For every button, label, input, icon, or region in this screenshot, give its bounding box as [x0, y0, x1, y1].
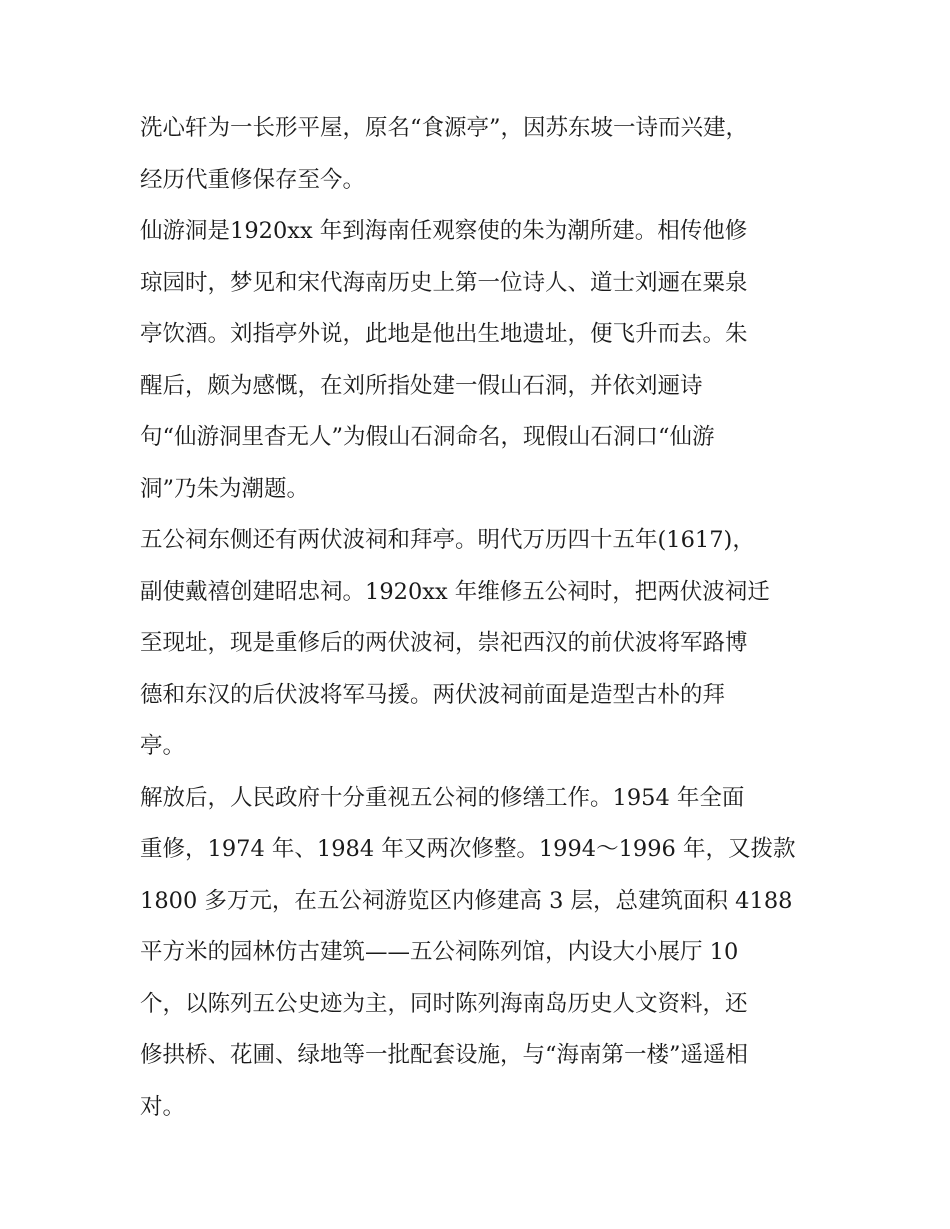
document-body [140, 103, 815, 1133]
text-line: 1800 多万元，在五公祠游览区内修建高 3 层，总建筑面积 4188 [140, 887, 793, 914]
text-line: 醒后，颇为感慨，在刘所指处建一假山石洞，并依刘逦诗 [140, 372, 703, 399]
text-line: 洞”乃朱为潮题。 [140, 475, 310, 502]
text-line: 修拱桥、花圃、绿地等一批配套设施，与“海南第一楼”遥遥相 [140, 1042, 749, 1068]
text-line: 亭饮酒。刘指亭外说，此地是他出生地遗址，便飞升而去。朱 [140, 321, 748, 347]
text-line: 经历代重修保存至今。 [140, 166, 366, 193]
text-line: 至现址，现是重修后的两伏波祠，崇祀西汉的前伏波将军路博 [140, 630, 748, 656]
text-line: 亭。 [140, 733, 186, 759]
text-line: 副使戴禧创建昭忠祠。1920xx 年维修五公祠时，把两伏波祠迁 [140, 578, 770, 605]
text-line: 句“仙游洞里杳无人”为假山石洞命名，现假山石洞口“仙游 [140, 424, 715, 450]
text-line: 个，以陈列五公史迹为主，同时陈列海南岛历史人文资料，还 [140, 990, 748, 1017]
text-line: 重修，1974 年、1984 年又两次修整。1994～1996 年，又拨款 [140, 836, 796, 862]
text-line: 解放后，人民政府十分重视五公祠的修缮工作。1954 年全面 [140, 784, 745, 811]
text-line: 琼园时，梦见和宋代海南历史上第一位诗人、道士刘逦在粟泉 [140, 269, 748, 296]
text-line: 平方米的园林仿古建筑——五公祠陈列馆，内设大小展厅 10 [140, 939, 739, 965]
text-line: 德和东汉的后伏波将军马援。两伏波祠前面是造型古朴的拜 [140, 681, 726, 708]
text-line: 五公祠东侧还有两伏波祠和拜亭。明代万历四十五年(1617)， [140, 527, 755, 553]
text-line: 对。 [140, 1093, 186, 1120]
text-line: 洗心轩为一长形平屋，原名“食源亭”，因苏东坡一诗而兴建， [140, 115, 749, 141]
text-line: 仙游洞是1920xx 年到海南任观察使的朱为潮所建。相传他修 [140, 218, 748, 244]
